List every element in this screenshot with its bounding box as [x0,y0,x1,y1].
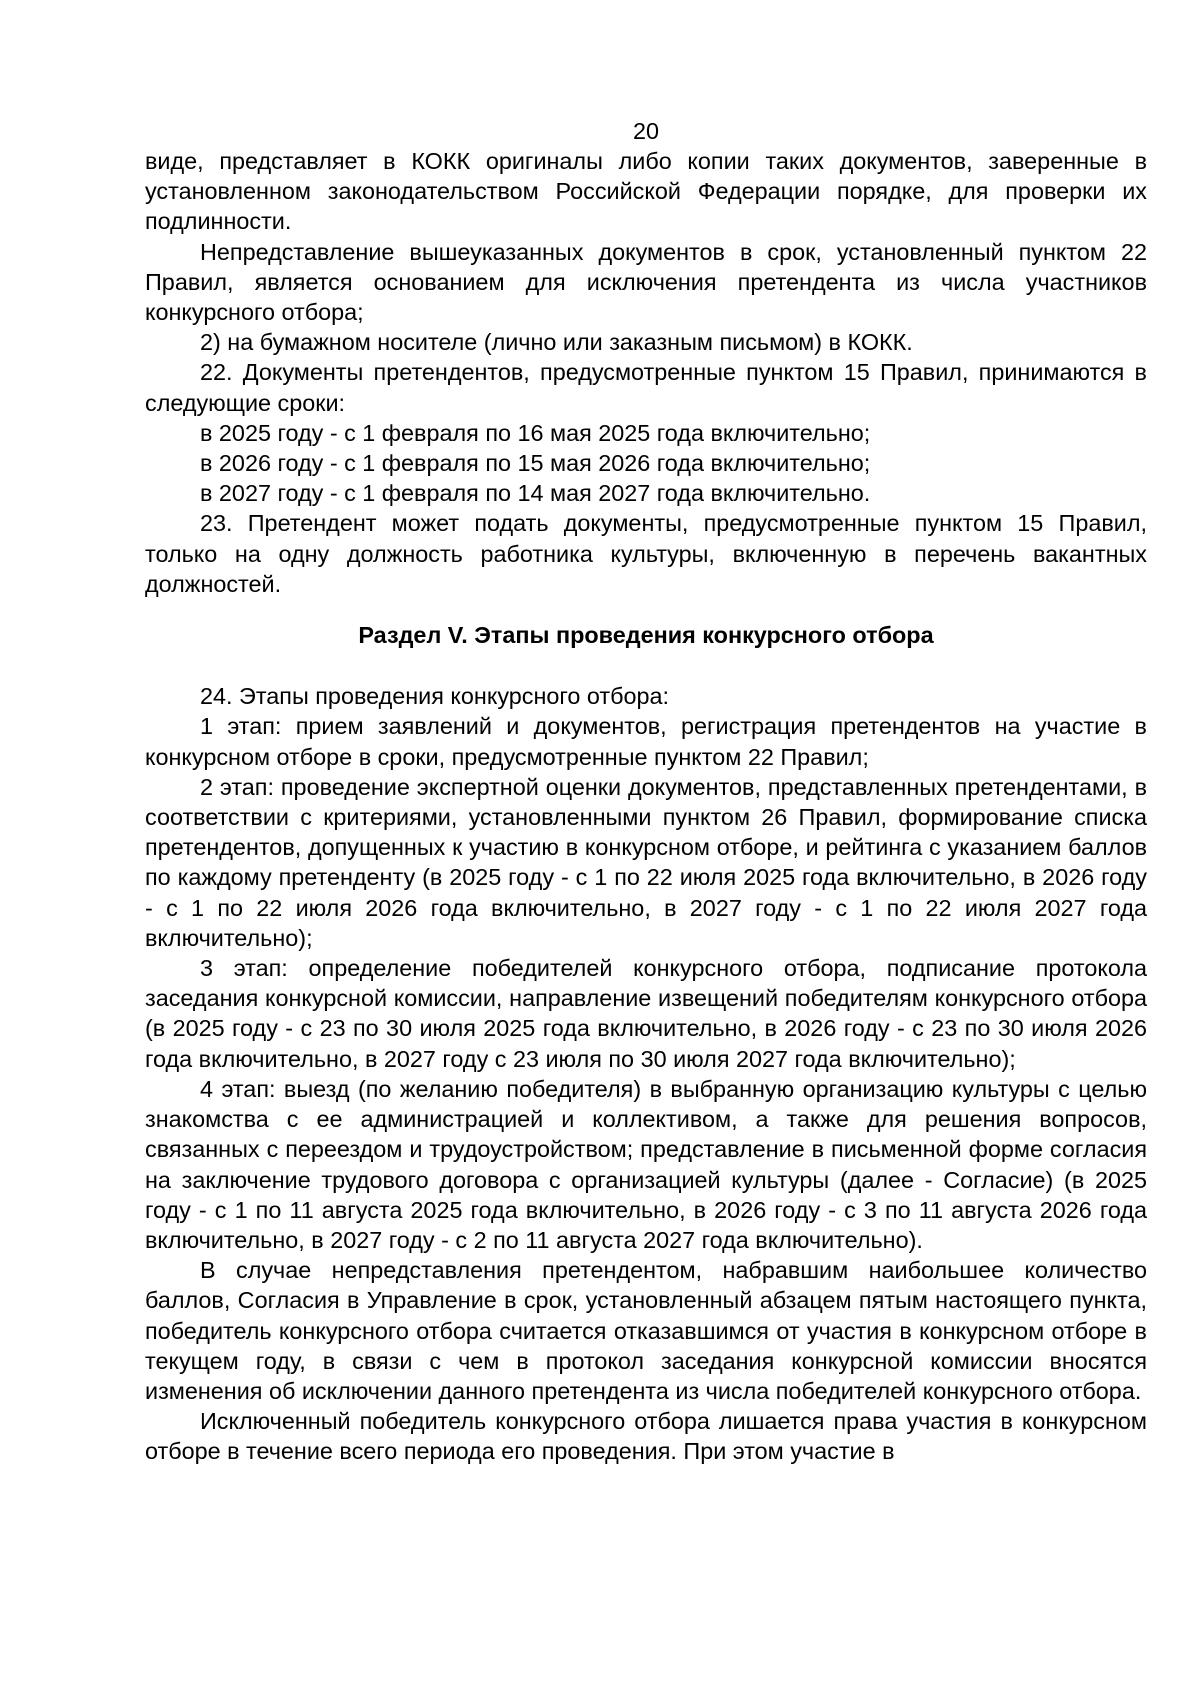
paragraph-consent-failure: В случае непредставления претендентом, набравшим наибольшее количество баллов, Согласия в Управление в срок, установленный абзацем пятым настоящего пункта, победитель конкурсного отбора считается отказавшимся от участия в конкурсном отборе в текущем году, в связи с чем в протокол заседания конкурсной комиссии вносятся изменения об исключении данного претендента из числа победителей конкурсного отбора. [145,1257,1147,1404]
paragraph-paper-submission: 2) на бумажном носителе (лично или заказным письмом) в КОКК. [200,329,913,356]
paragraph-stage-4: 4 этап: выезд (по желанию победителя) в выбранную организацию культуры с целью знакомства с ее администрацией и коллективом, а также для решения вопросов, связанных с переездом и трудоустройством; представление в письменной форме согласия на заключение трудового договора с организацией культуры (далее - Согласие) (в 2025 году - с 1 по 11 августа 2025 года включительно, в 2026 году - с 3 по 11 августа 2026 года включительно, в 2027 году - с 2 по 11 августа 2027 года включительно). [145,1075,1147,1253]
paragraph-nonsubmission: Непредставление вышеуказанных документов в срок, установленный пунктом 22 Правил, является основанием для исключения претендента из числа участников конкурсного отбора; [145,238,1147,326]
paragraph-stage-1: 1 этап: прием заявлений и документов, регистрация претендентов на участие в конкурсном отборе в сроки, предусмотренные пунктом 22 Правил; [145,713,1147,770]
document-page [145,116,1147,1467]
page-number: 20 [632,118,660,144]
paragraph-deadline-2025: в 2025 году - с 1 февраля по 16 мая 2025 года включительно; [200,419,871,446]
paragraph-stage-3: 3 этап: определение победителей конкурсного отбора, подписание протокола заседания конкурсной комиссии, направление извещений победителям конкурсного отбора (в 2025 году - с 23 по 30 июля 2025 года включительно, в 2026 году - с 23 по 30 июля 2026 года включительно, в 2027 году с 23 июля по 30 июля 2027 года включительно); [145,955,1147,1072]
paragraphs-after-heading [145,681,1147,1466]
paragraphs-before-heading [145,146,1147,599]
paragraph-stage-2: 2 этап: проведение экспертной оценки документов, представленных претендентами, в соответствии с критериями, установленными пунктом 26 Правил, формирование списка претендентов, допущенных к участию в конкурсном отборе, и рейтинга с указанием баллов по каждому претенденту (в 2025 году - с 1 по 22 июля 2025 года включительно, в 2026 году - с 1 по 22 июля 2026 года включительно, в 2027 году - с 1 по 22 июля 2027 года включительно); [145,773,1147,951]
paragraph-excluded-winner: Исключенный победитель конкурсного отбора лишается права участия в конкурсном отборе в течение всего периода его проведения. При этом участие в [145,1408,1147,1465]
paragraph-deadline-2027: в 2027 году - с 1 февраля по 14 мая 2027 года включительно. [200,480,871,507]
paragraph-deadline-2026: в 2026 году - с 1 февраля по 15 мая 2026 года включительно; [200,450,871,477]
paragraph-continuation: виде, представляет в КОКК оригиналы либо копии таких документов, заверенные в установленном законодательством Российской Федерации порядке, для проверки их подлинности. [145,148,1147,235]
paragraph-clause-22: 22. Документы претендентов, предусмотренные пунктом 15 Правил, принимаются в следующие сроки: [145,359,1147,416]
paragraph-clause-23: 23. Претендент может подать документы, предусмотренные пунктом 15 Правил, только на одну должность работника культуры, включенную в перечень вакантных должностей. [145,510,1147,597]
paragraph-clause-24: 24. Этапы проведения конкурсного отбора: [200,683,670,710]
section-heading: Раздел V. Этапы проведения конкурсного отбора [358,622,934,649]
